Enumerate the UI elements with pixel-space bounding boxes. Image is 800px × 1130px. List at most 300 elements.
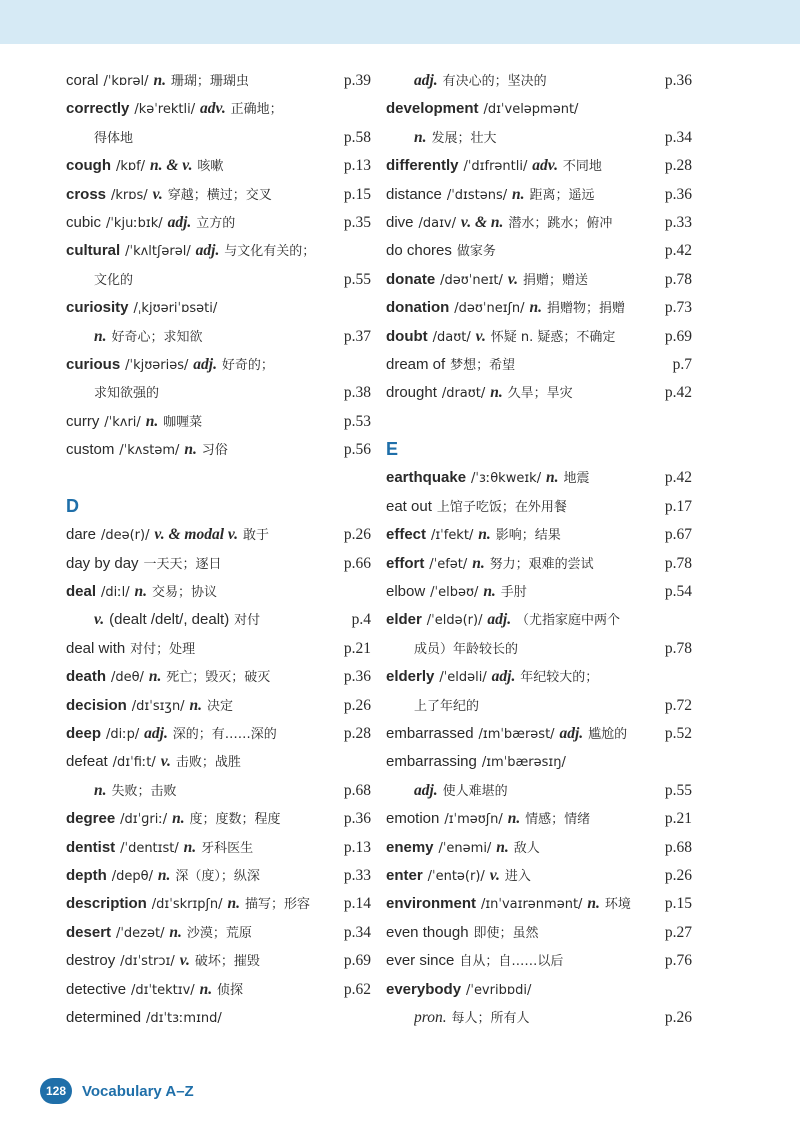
vocab-entry [66,662,371,690]
page-reference: p.21 [343,639,371,657]
entry-continuation [386,776,692,804]
headword: everybody [386,980,462,998]
headword: cultural [66,242,121,260]
headword: curious [66,355,121,373]
chinese-definition: 沙漠；荒原 [186,925,252,941]
part-of-speech: n. [134,583,148,601]
entry-body [386,975,688,1005]
entry-body [66,151,340,181]
headword: deep [66,724,102,742]
pronunciation: /dɪˈfiːt/ [112,755,156,771]
entry-body [414,123,661,153]
part-of-speech: n. [414,128,427,146]
headword: development [386,100,479,118]
vocab-entry [66,861,371,889]
page-reference: p.35 [343,213,371,231]
page-reference: p.17 [664,497,692,515]
vocab-entry [66,151,371,179]
vocab-entry [66,1003,371,1031]
headword: coral [66,72,99,89]
page-reference: p.78 [664,270,692,288]
page-reference: p.15 [343,185,371,203]
pronunciation: /ˌkjʊəriˈɒsəti/ [133,301,218,317]
page-reference: p.27 [664,923,692,941]
entry-body [386,719,661,749]
vocab-entry [386,577,692,605]
chinese-definition: 好奇的； [221,357,274,373]
entry-body [386,747,688,777]
headword: enemy [386,838,434,856]
entry-continuation [386,1003,692,1031]
page-reference: p.52 [664,724,692,742]
entry-body [386,605,688,635]
pronunciation: /ˈeldə(r)/ [426,613,483,629]
part-of-speech: n. [94,327,107,345]
chinese-definition: 击败；战胜 [175,755,241,771]
chinese-definition: 一天天；逐日 [143,556,222,572]
entry-body [386,577,661,607]
left-column [66,66,371,1031]
headword: earthquake [386,469,467,487]
chinese-definition: 正确地； [230,102,283,118]
headword: embarrassed [386,724,474,742]
entry-body [386,151,661,181]
pronunciation: /ɪnˈvaɪrənmənt/ [480,897,583,913]
section-spacer [386,407,692,435]
pronunciation: /ˈenəmi/ [438,840,492,856]
page-reference: p.21 [664,810,692,828]
part-of-speech: adj. [491,668,516,686]
headword: cubic [66,213,102,231]
page-reference: p.78 [664,639,692,657]
vocab-entry [386,719,692,747]
entry-body [66,975,340,1005]
entry-body [66,94,367,124]
entry-body [66,889,340,919]
vocab-entry [66,975,371,1003]
pronunciation: /ˈkɒrəl/ [103,74,149,89]
vocab-entry [66,946,371,974]
headword: donation [386,299,450,317]
chinese-definition: 牙科医生 [201,840,254,856]
headword: death [66,668,107,686]
page-reference: p.37 [343,327,371,345]
part-of-speech: n. [183,838,197,856]
vocab-entry [66,180,371,208]
headword: detective [66,980,127,998]
headword: elbow [386,583,426,601]
headword: differently [386,157,459,175]
part-of-speech: n. [153,72,166,89]
headword: enter [386,866,423,884]
pronunciation: /ˈeldəli/ [439,670,487,686]
chinese-definition: 努力；艰难的尝试 [489,556,594,572]
headword: dare [66,526,97,544]
headword: elderly [386,668,435,686]
headword: even though [386,923,469,941]
page-reference: p.15 [664,895,692,913]
chinese-definition: 情感；情绪 [525,812,591,828]
headword: effort [386,554,425,572]
page-reference: p.42 [664,242,692,260]
chinese-definition: 破坏；摧毁 [194,954,260,970]
part-of-speech: v. [152,185,163,203]
entry-body [66,350,367,380]
page-reference: p.78 [664,554,692,572]
entry-body [66,719,340,749]
entry-continuation [66,322,371,350]
entry-continuation [66,776,371,804]
entry-body [66,1003,367,1033]
headword: dive [386,213,414,231]
page-reference: p.66 [343,554,371,572]
entry-body [386,94,688,124]
part-of-speech: adj. [195,242,220,260]
vocab-entry [66,634,371,662]
chinese-definition: 梦想；希望 [450,357,516,373]
headword: curiosity [66,299,129,317]
entry-body [94,776,340,806]
vocab-entry [66,407,371,435]
part-of-speech: n. [94,781,107,799]
vocab-entry [66,804,371,832]
chinese-definition: 对付；处理 [130,641,196,657]
page-reference: p.26 [343,526,371,544]
part-of-speech: n. [478,526,491,544]
chinese-definition: 怀疑 n. 疑惑；不确定 [490,329,616,345]
pronunciation: /draʊt/ [441,386,486,402]
chinese-definition: 成员）年龄较长的 [414,641,519,657]
entry-body [66,691,340,721]
vocab-entry [66,293,371,321]
chinese-definition: 使人难堪的 [442,783,508,799]
headword: do chores [386,242,452,260]
entry-body [414,66,661,96]
pronunciation: /ˈelbəʊ/ [430,585,479,601]
vocab-entry [386,463,692,491]
entry-body [66,520,340,550]
chinese-definition: 度；度数；程度 [189,812,281,828]
pronunciation: /dəʊˈneɪʃn/ [454,301,525,317]
entry-body [414,691,661,721]
pronunciation: /ˈdentɪst/ [120,840,179,856]
headword: decision [66,696,127,714]
part-of-speech: n. [483,583,496,601]
pronunciation: /kɒf/ [115,159,146,175]
vocab-entry [66,833,371,861]
pronunciation: /dɪˈstrɔɪ/ [120,954,175,970]
page-reference: p.7 [672,355,692,373]
entry-body [386,662,688,692]
part-of-speech: adj. [487,611,512,629]
entry-body [386,265,661,295]
page-reference: p.36 [343,668,371,686]
part-of-speech: n. [507,810,521,828]
page-reference: p.53 [343,412,371,430]
pronunciation: /ɪˈfekt/ [430,528,474,544]
page-reference: p.69 [664,327,692,345]
entry-body [66,180,340,210]
vocab-entry [386,492,692,520]
entry-continuation [66,378,371,406]
pronunciation: /ˈkʌltʃərəl/ [125,244,191,260]
page-reference: p.28 [664,157,692,175]
part-of-speech: v. [507,270,519,288]
pronunciation: /depθ/ [111,868,153,884]
chinese-definition: 影响；结果 [495,528,561,544]
chinese-definition: 描写；形容 [244,897,310,913]
chinese-definition: 死亡；毁灭；破灭 [166,670,271,686]
pronunciation: /dɪˈsɪʒn/ [131,698,185,714]
chinese-definition: 立方的 [196,215,236,231]
entry-body [66,549,340,579]
vocab-entry [386,151,692,179]
vocab-entry [386,833,692,861]
page-reference: p.68 [664,838,692,856]
chinese-definition: 有决心的；坚决的 [442,74,547,89]
vocab-entry [66,918,371,946]
part-of-speech: n. [157,866,171,884]
entry-body [386,549,661,579]
vocab-entry [66,94,371,122]
part-of-speech: n. [184,441,197,459]
entry-body [66,804,340,834]
vocab-entry [386,804,692,832]
pronunciation: /ˈdɪstəns/ [446,187,508,203]
vocab-entry [386,946,692,974]
headword: depth [66,866,107,884]
chinese-definition: 交易；协议 [151,585,217,601]
chinese-definition: 自从；自……以后 [459,954,564,970]
vocab-entry [66,747,371,775]
pronunciation: /deθ/ [110,670,144,686]
page-reference: p.56 [343,441,371,459]
vocab-entry [386,236,692,264]
entry-continuation [386,123,692,151]
entry-body [414,1003,661,1033]
part-of-speech: adj. [193,355,217,373]
chinese-definition: 得体地 [94,130,134,146]
entry-body [66,861,340,891]
entry-body [386,350,669,380]
inflection-note: (dealt /delt/, dealt) [109,611,230,629]
part-of-speech: n. [587,895,600,913]
part-of-speech: n. [145,412,159,430]
entry-body [386,463,661,493]
pronunciation: /dɪˈtektɪv/ [130,982,195,998]
vocab-entry [66,691,371,719]
page-reference: p.73 [664,299,692,317]
entry-body [66,634,340,664]
chinese-definition: 深的；有……深的 [172,726,277,742]
chinese-definition: 上馆子吃饭；在外用餐 [436,499,567,515]
top-color-band [0,0,800,44]
headword: doubt [386,327,428,345]
entry-body [386,236,661,266]
headword: cough [66,157,111,175]
chinese-definition: 失败；击败 [111,783,177,799]
vocab-entry [386,180,692,208]
chinese-definition: 环境 [604,897,631,913]
headword: curry [66,412,100,430]
chinese-definition: 敌人 [513,840,540,856]
vocab-entry [386,549,692,577]
page-reference: p.42 [664,384,692,402]
headword: drought [386,384,437,402]
page-reference: p.36 [664,72,692,89]
vocab-entry [66,549,371,577]
pronunciation: /ˈkjʊəriəs/ [125,357,189,373]
part-of-speech: n. [496,838,509,856]
entry-body [386,322,661,352]
page-reference: p.62 [343,980,371,998]
entry-body [386,861,661,891]
vocab-entry [386,747,692,775]
entry-continuation [66,605,371,633]
headword: correctly [66,100,130,118]
vocab-entry [386,378,692,406]
chinese-definition: 进入 [504,868,531,884]
pronunciation: /ˈkʌstəm/ [119,443,180,459]
chinese-definition: 捐赠；赠送 [522,272,588,288]
part-of-speech: v. & n. [460,213,504,231]
footer-title: Vocabulary A–Z [82,1082,194,1100]
chinese-definition: 每人；所有人 [451,1010,530,1026]
chinese-definition: 对付 [234,613,261,629]
vocab-entry [386,322,692,350]
entry-body [386,378,661,408]
pronunciation: /daɪv/ [418,215,456,231]
chinese-definition: 年纪较大的； [520,670,599,686]
page-reference: p.68 [343,781,371,799]
pronunciation: /daʊt/ [432,329,471,345]
entry-body [66,208,340,238]
page-reference: p.55 [664,781,692,799]
chinese-definition: 文化的 [94,272,134,288]
entry-body [66,236,367,266]
part-of-speech: adj. [167,213,192,231]
page-footer [40,1078,194,1104]
chinese-definition: 侦探 [217,982,244,998]
entry-body [66,946,340,976]
chinese-definition: 咳嗽 [197,159,224,175]
headword: elder [386,611,422,629]
page-reference: p.39 [343,72,371,89]
entry-body [94,378,340,408]
part-of-speech: n. [199,980,213,998]
page-reference: p.58 [343,128,371,146]
part-of-speech: adj. [414,72,438,89]
part-of-speech: v. [179,952,190,970]
page-reference: p.67 [664,526,692,544]
entry-body [386,946,661,976]
vocab-entry [386,520,692,548]
part-of-speech: n. [512,185,525,203]
entry-body [386,293,661,323]
part-of-speech: n. [189,696,203,714]
page-reference: p.26 [664,1008,692,1026]
chinese-definition: 与文化有关的； [224,244,316,260]
page-reference: p.38 [343,384,371,402]
part-of-speech: v. [160,753,171,771]
vocab-entry [66,435,371,463]
vocab-entry [66,719,371,747]
vocab-entry [386,208,692,236]
section-spacer [66,463,371,491]
page-reference: p.13 [343,838,371,856]
entry-body [386,208,661,238]
part-of-speech: adj. [414,781,438,799]
part-of-speech: n. [148,668,162,686]
entry-body [66,577,367,607]
page-reference: p.28 [343,724,371,742]
entry-continuation [386,691,692,719]
chinese-definition: 做家务 [456,244,496,260]
entry-body [386,889,661,919]
vocab-entry [66,577,371,605]
vocab-entry [66,889,371,917]
entry-body [386,492,661,522]
section-letter: E [386,439,399,460]
pronunciation: /kəˈrektli/ [134,102,196,118]
page-reference: p.34 [343,923,371,941]
chinese-definition: 咖喱菜 [163,414,203,430]
entry-body [66,833,340,863]
headword: destroy [66,952,116,970]
part-of-speech: v. [475,327,486,345]
headword: degree [66,810,116,828]
entry-continuation [386,66,692,94]
entry-body [94,322,340,352]
headword: emotion [386,810,440,828]
part-of-speech: n. [169,923,182,941]
chinese-definition: 上了年纪的 [414,698,480,714]
headword: environment [386,895,477,913]
headword: defeat [66,753,108,771]
chinese-definition: 深（度）；纵深 [175,868,260,884]
page-reference: p.33 [343,866,371,884]
headword: day by day [66,554,139,572]
vocab-entry [66,208,371,236]
chinese-definition: 捐赠物；捐赠 [546,301,625,317]
headword: ever since [386,952,455,970]
headword: cross [66,185,107,203]
entry-body [66,662,340,692]
page-reference: p.4 [351,611,371,629]
entry-body [414,776,661,806]
pronunciation: /ɪˈməʊʃn/ [444,812,503,828]
chinese-definition: 敢于 [243,528,270,544]
chinese-definition: 即使；虽然 [473,925,539,941]
right-column [386,66,692,1031]
vocab-entry [66,236,371,264]
vocab-entry [66,520,371,548]
vocab-entry [386,975,692,1003]
chinese-definition: 地震 [563,471,590,487]
headword: dream of [386,355,446,373]
chinese-definition: 习俗 [201,443,228,459]
part-of-speech: adj. [144,724,168,742]
headword: description [66,895,147,913]
headword: desert [66,923,112,941]
chinese-definition: 发展；壮大 [431,130,497,146]
vocab-entry [386,918,692,946]
pronunciation: /ˈevribɒdi/ [465,982,532,998]
entry-body [94,265,340,295]
pronunciation: /ˈdɪfrəntli/ [463,159,528,175]
chinese-definition: 穿越；横过；交叉 [167,187,272,203]
page-reference: p.26 [664,866,692,884]
